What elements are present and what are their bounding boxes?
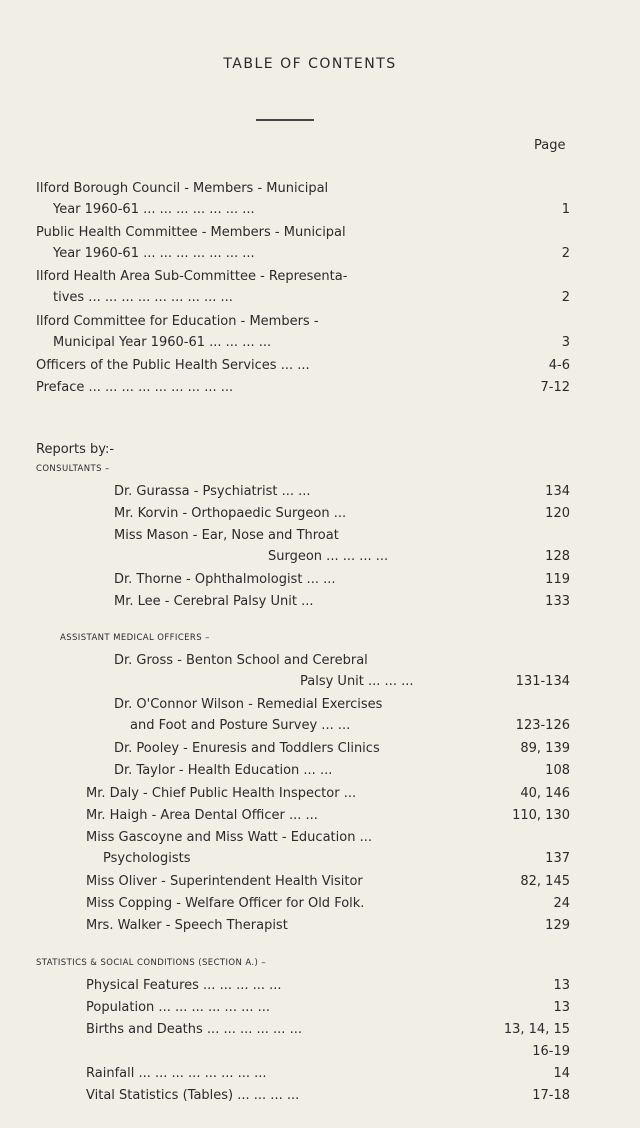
entry-line: Officers of the Public Health Services ... ... <box>36 358 310 373</box>
entry-page: 13 <box>553 1000 570 1015</box>
entry-page: 13, 14, 15 <box>503 1022 570 1037</box>
entry-line: Births and Deaths ... ... ... ... ... ... <box>86 1022 302 1037</box>
toc-entry <box>114 503 346 524</box>
toc-entry <box>86 975 282 996</box>
entry-page: 2 <box>561 246 570 261</box>
title-rule <box>256 119 314 121</box>
entry-line: Mr. Korvin - Orthopaedic Surgeon ... <box>114 506 347 521</box>
entry-line: Physical Features ... ... ... ... ... <box>86 978 282 993</box>
amo-heading: ASSISTANT MEDICAL OFFICERS – <box>60 633 210 643</box>
entry-line: Miss Mason - Ear, Nose and Throat <box>114 528 339 543</box>
entry-line: Rainfall ... ... ... ... ... ... ... ... <box>86 1066 267 1081</box>
entry-page: 13 <box>553 978 570 993</box>
entry-page: 137 <box>545 851 570 866</box>
entry-line: Year 1960-61 ... ... ... ... ... ... ... <box>53 202 255 217</box>
entry-line: Ilford Borough Council - Members - Municipal <box>36 181 329 196</box>
entry-page: 128 <box>545 549 570 564</box>
toc-entry <box>86 915 288 936</box>
entry-line: Mr. Lee - Cerebral Palsy Unit ... <box>114 594 314 609</box>
entry-line: Dr. Taylor - Health Education ... ... <box>114 763 333 778</box>
entry-line: Preface ... ... ... ... ... ... ... ... ... <box>36 380 234 395</box>
entry-line: Dr. Gurassa - Psychiatrist ... ... <box>114 484 311 499</box>
entry-line: Dr. Thorne - Ophthalmologist ... ... <box>114 572 336 587</box>
toc-entry <box>114 760 332 781</box>
entry-page: 123-126 <box>515 718 570 733</box>
entry-page: 119 <box>545 572 570 587</box>
entry-page: 40, 146 <box>520 786 570 801</box>
entry-page: 14 <box>553 1066 570 1081</box>
entry-line: Municipal Year 1960-61 ... ... ... ... <box>53 335 272 350</box>
entry-page: 7-12 <box>540 380 570 395</box>
entry-line: Ilford Health Area Sub-Committee - Representa- <box>36 269 348 284</box>
toc-entry <box>114 591 313 612</box>
toc-entry <box>36 178 328 220</box>
toc-entry <box>114 481 311 502</box>
toc-entry <box>86 997 270 1018</box>
toc-entry <box>86 871 363 892</box>
page-title: TABLE OF CONTENTS <box>223 56 397 72</box>
entry-page: 2 <box>561 290 570 305</box>
toc-entry <box>36 222 346 264</box>
entry-line: Miss Copping - Welfare Officer for Old Folk. <box>86 896 365 911</box>
consultants-heading: CONSULTANTS – <box>36 464 110 474</box>
toc-entry <box>114 569 335 590</box>
reports-by-heading: Reports by:- <box>36 442 115 457</box>
entry-line: Dr. Gross - Benton School and Cerebral <box>114 653 368 668</box>
entry-page: 120 <box>545 506 570 521</box>
entry-line: Psychologists <box>103 851 191 866</box>
toc-entry <box>86 893 364 914</box>
page-column-label: Page <box>534 138 566 153</box>
entry-page: 108 <box>545 763 570 778</box>
toc-entry <box>36 377 233 398</box>
entry-page: 133 <box>545 594 570 609</box>
toc-entry <box>86 805 318 826</box>
entry-page: 4-6 <box>548 358 570 373</box>
entry-page: 16-19 <box>532 1044 570 1059</box>
entry-line: Surgeon ... ... ... ... <box>268 549 389 564</box>
toc-entry <box>114 525 388 567</box>
entry-line: Miss Gascoyne and Miss Watt - Education ... <box>86 830 372 845</box>
entry-page: 3 <box>561 335 570 350</box>
entry-line: Miss Oliver - Superintendent Health Visitor <box>86 874 363 889</box>
entry-page: 17-18 <box>532 1088 570 1103</box>
entry-page: 131-134 <box>515 674 570 689</box>
toc-entry <box>36 355 310 376</box>
toc-entry <box>36 311 319 353</box>
entry-page: 82, 145 <box>520 874 570 889</box>
entry-line: Mr. Haigh - Area Dental Officer ... ... <box>86 808 318 823</box>
toc-entry <box>86 1063 267 1084</box>
entry-line: Dr. Pooley - Enuresis and Toddlers Clinics <box>114 741 380 756</box>
toc-entry <box>86 1019 302 1040</box>
toc-entry <box>114 650 413 692</box>
entry-line: and Foot and Posture Survey ... ... <box>130 718 351 733</box>
toc-entry <box>86 1085 299 1106</box>
statistics-heading: STATISTICS & SOCIAL CONDITIONS (SECTION A.) – <box>36 958 267 968</box>
entry-line: Dr. O'Connor Wilson - Remedial Exercises <box>114 697 383 712</box>
entry-page: 24 <box>553 896 570 911</box>
toc-entry <box>86 783 356 804</box>
entry-page: 110, 130 <box>512 808 570 823</box>
entry-page: 89, 139 <box>520 741 570 756</box>
entry-page: 134 <box>545 484 570 499</box>
entry-line: Mrs. Walker - Speech Therapist <box>86 918 288 933</box>
entry-line: Mr. Daly - Chief Public Health Inspector ... <box>86 786 357 801</box>
entry-line: tives ... ... ... ... ... ... ... ... ... <box>53 290 233 305</box>
entry-line: Population ... ... ... ... ... ... ... <box>86 1000 271 1015</box>
toc-entry <box>36 266 347 308</box>
toc-entry <box>114 738 380 759</box>
entry-page: 129 <box>545 918 570 933</box>
entry-line: Ilford Committee for Education - Members - <box>36 314 319 329</box>
entry-line: Vital Statistics (Tables) ... ... ... ... <box>86 1088 300 1103</box>
entry-line: Public Health Committee - Members - Municipal <box>36 225 346 240</box>
toc-entry <box>114 694 382 736</box>
entry-line: Palsy Unit ... ... ... <box>300 674 414 689</box>
toc-entry <box>86 827 372 869</box>
entry-line: Year 1960-61 ... ... ... ... ... ... ... <box>53 246 255 261</box>
entry-page: 1 <box>561 202 570 217</box>
